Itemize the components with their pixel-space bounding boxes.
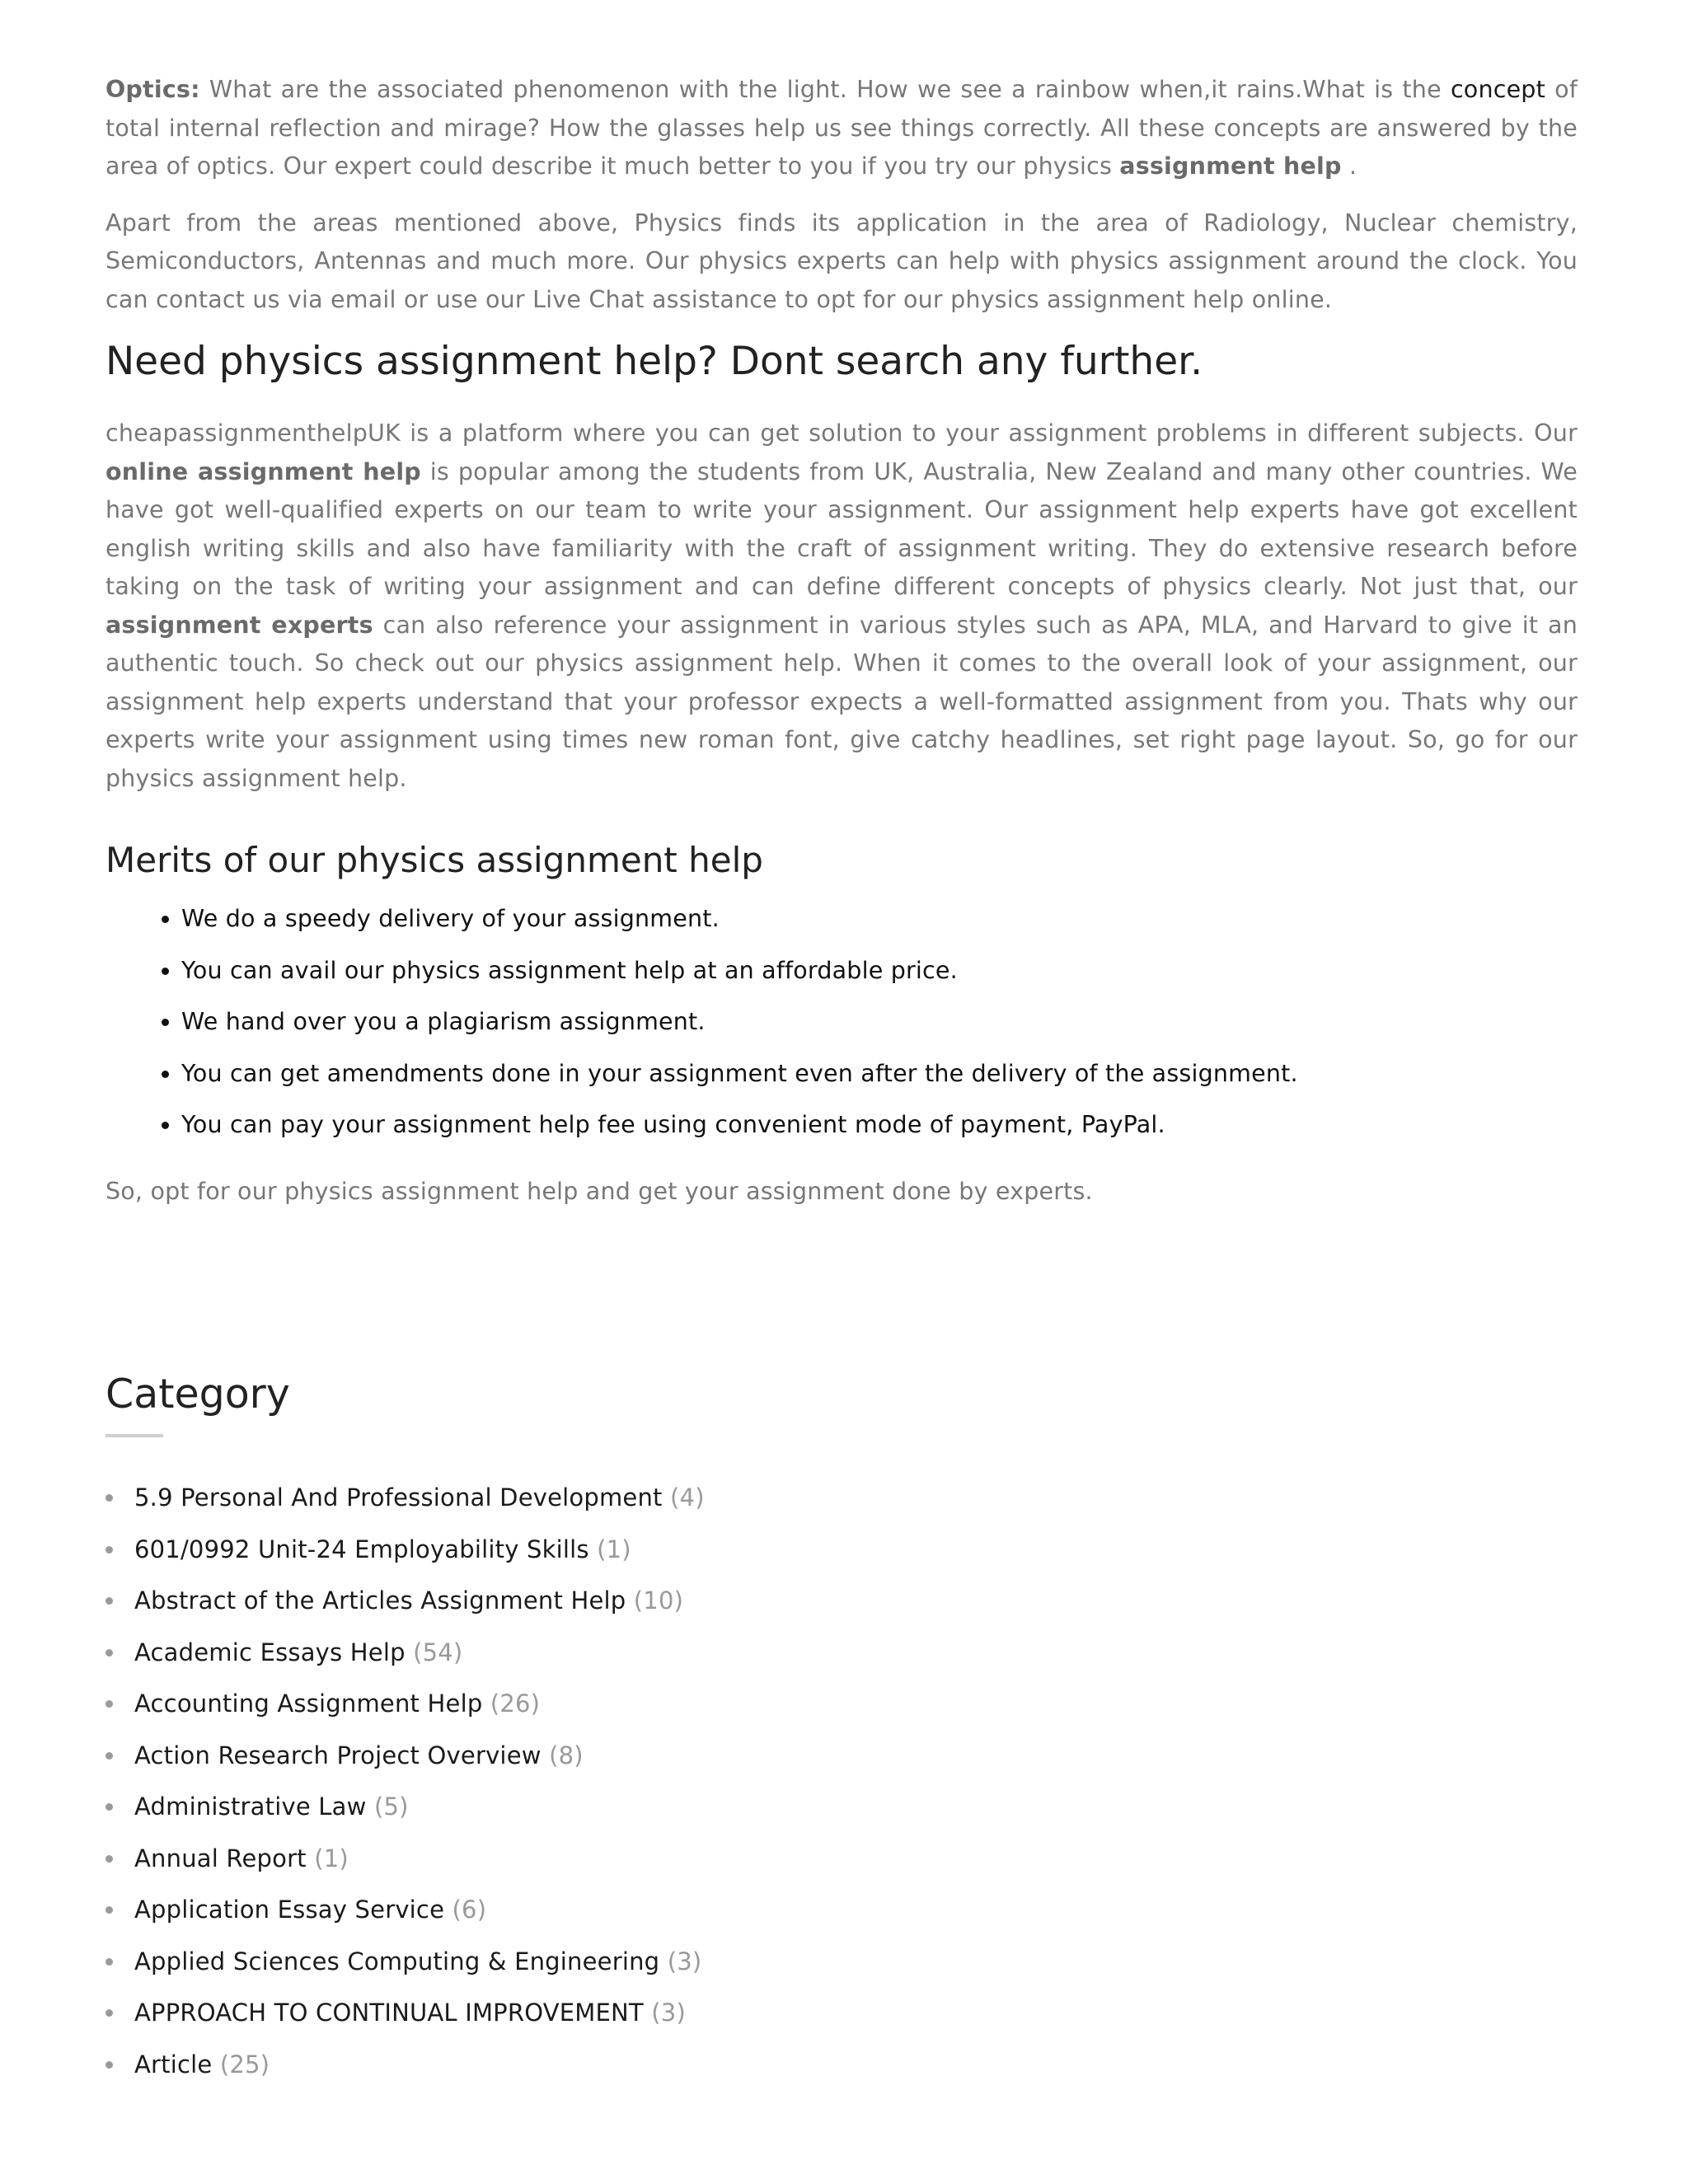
category-link[interactable]: Applied Sciences Computing & Engineering bbox=[134, 1947, 660, 1975]
category-count: (3) bbox=[651, 1999, 686, 2027]
category-count: (10) bbox=[633, 1586, 684, 1615]
category-link[interactable]: 5.9 Personal And Professional Development bbox=[134, 1483, 663, 1511]
platform-text-2: is popular among the students from UK, Australia, New Zealand and many other countries. We have got well-qualified experts on our team to write your assignment. Our assignment help experts have got excellent english writing skills and also have familiarity with the craft of assignment writing. They do extensive research before taking on the task of writing your assignment and can define different concepts of physics clearly. Not just that, our bbox=[106, 457, 1578, 600]
merits-list bbox=[106, 893, 1578, 1151]
category-count: (3) bbox=[667, 1947, 702, 1975]
category-link[interactable]: Administrative Law bbox=[134, 1793, 367, 1821]
category-link[interactable]: Application Essay Service bbox=[134, 1896, 445, 1924]
category-count: (4) bbox=[670, 1483, 705, 1511]
closing-paragraph: So, opt for our physics assignment help and get your assignment done by experts. bbox=[106, 1177, 1093, 1205]
category-link[interactable]: Academic Essays Help bbox=[134, 1638, 406, 1666]
category-title-underline bbox=[106, 1434, 163, 1437]
concept-link[interactable]: concept bbox=[1450, 76, 1545, 103]
optics-paragraph bbox=[106, 71, 1578, 186]
category-widget bbox=[106, 1368, 1578, 2090]
merits-heading: Merits of our physics assignment help bbox=[106, 840, 763, 880]
bullet-dot-icon bbox=[106, 1803, 113, 1811]
online-assignment-help-link[interactable]: online assignment help bbox=[106, 457, 421, 485]
merit-item: • We hand over you a plagiarism assignment. bbox=[181, 996, 1578, 1048]
assignment-help-link[interactable]: assignment help bbox=[1119, 152, 1342, 180]
category-link[interactable]: Annual Report bbox=[134, 1844, 307, 1872]
category-item[interactable] bbox=[106, 2039, 1578, 2091]
bullet-dot-icon bbox=[106, 1494, 113, 1502]
assignment-experts-link[interactable]: assignment experts bbox=[106, 611, 373, 639]
category-item[interactable] bbox=[106, 1678, 1578, 1730]
bullet-dot-icon bbox=[106, 2061, 113, 2069]
bullet-dot-icon bbox=[106, 1597, 113, 1605]
category-count: (26) bbox=[490, 1690, 541, 1718]
category-count: (54) bbox=[413, 1638, 463, 1666]
category-item[interactable] bbox=[106, 1987, 1578, 2039]
merit-item: • You can avail our physics assignment help at an affordable price. bbox=[181, 945, 1578, 997]
apart-paragraph: Apart from the areas mentioned above, Physics finds its application in the area of Radiology, Nuclear chemistry, Semiconductors, Antennas and much more. Our physics experts can help with physics assignment around the clock. You can contact us via email or use our Live Chat assistance to opt for our physics assignment help online. bbox=[106, 209, 1578, 313]
category-item[interactable] bbox=[106, 1575, 1578, 1627]
platform-text-1: cheapassignmenthelpUK is a platform where you can get solution to your assignment problems in different subjects. Our bbox=[106, 419, 1578, 447]
category-count: (8) bbox=[549, 1741, 584, 1769]
category-link[interactable]: Accounting Assignment Help bbox=[134, 1690, 483, 1718]
category-count: (25) bbox=[219, 2050, 270, 2079]
category-link[interactable]: Article bbox=[134, 2050, 213, 2079]
optics-text-2: of total internal reflection and mirage? How the glasses help us see things correctly. All these concepts are answered by the area of optics. Our expert could describe it much better to you if you try our physics bbox=[106, 76, 1578, 180]
need-help-heading: Need physics assignment help? Dont search any further. bbox=[106, 339, 1203, 384]
category-link[interactable]: Abstract of the Articles Assignment Help bbox=[134, 1586, 626, 1615]
category-item[interactable] bbox=[106, 1472, 1578, 1524]
merit-item: • You can get amendments done in your assignment even after the delivery of the assignment. bbox=[181, 1048, 1578, 1100]
category-item[interactable] bbox=[106, 1884, 1578, 1936]
bullet-dot-icon bbox=[106, 1958, 113, 1966]
platform-paragraph bbox=[106, 415, 1578, 798]
merit-item: • We do a speedy delivery of your assignment. bbox=[181, 893, 1578, 945]
optics-text-3: . bbox=[1341, 152, 1357, 180]
category-item[interactable] bbox=[106, 1833, 1578, 1885]
optics-text-1: What are the associated phenomenon with the light. How we see a rainbow when,it rains.What is the bbox=[199, 76, 1451, 103]
category-link[interactable]: APPROACH TO CONTINUAL IMPROVEMENT bbox=[134, 1999, 644, 2027]
bullet-dot-icon bbox=[106, 1906, 113, 1914]
category-count: (1) bbox=[314, 1844, 349, 1872]
platform-text-3: can also reference your assignment in various styles such as APA, MLA, and Harvard to give it an authentic touch. So check out our physics assignment help. When it comes to the overall look of your assignment, our assignment help experts understand that your professor expects a well-formatted assignment from you. Thats why our experts write your assignment using times new roman font, give catchy headlines, set right page layout. So, go for our physics assignment help. bbox=[106, 611, 1578, 792]
category-list bbox=[106, 1472, 1578, 2090]
category-item[interactable] bbox=[106, 1936, 1578, 1988]
category-item[interactable] bbox=[106, 1730, 1578, 1782]
category-item[interactable] bbox=[106, 1524, 1578, 1576]
optics-label: Optics: bbox=[106, 76, 200, 103]
merit-item: • You can pay your assignment help fee using convenient mode of payment, PayPal. bbox=[181, 1099, 1578, 1151]
bullet-dot-icon bbox=[106, 1855, 113, 1863]
bullet-dot-icon bbox=[106, 1752, 113, 1760]
category-count: (1) bbox=[597, 1535, 631, 1563]
category-item[interactable] bbox=[106, 1781, 1578, 1833]
bullet-dot-icon bbox=[106, 2009, 113, 2017]
category-title: Category bbox=[106, 1371, 290, 1418]
category-link[interactable]: 601/0992 Unit-24 Employability Skills bbox=[134, 1535, 589, 1563]
category-count: (5) bbox=[373, 1793, 409, 1821]
category-link[interactable]: Action Research Project Overview bbox=[134, 1741, 542, 1769]
article-content bbox=[106, 71, 1578, 1229]
category-item[interactable] bbox=[106, 1627, 1578, 1679]
bullet-dot-icon bbox=[106, 1700, 113, 1708]
category-count: (6) bbox=[452, 1896, 487, 1924]
bullet-dot-icon bbox=[106, 1546, 113, 1554]
bullet-dot-icon bbox=[106, 1649, 113, 1657]
